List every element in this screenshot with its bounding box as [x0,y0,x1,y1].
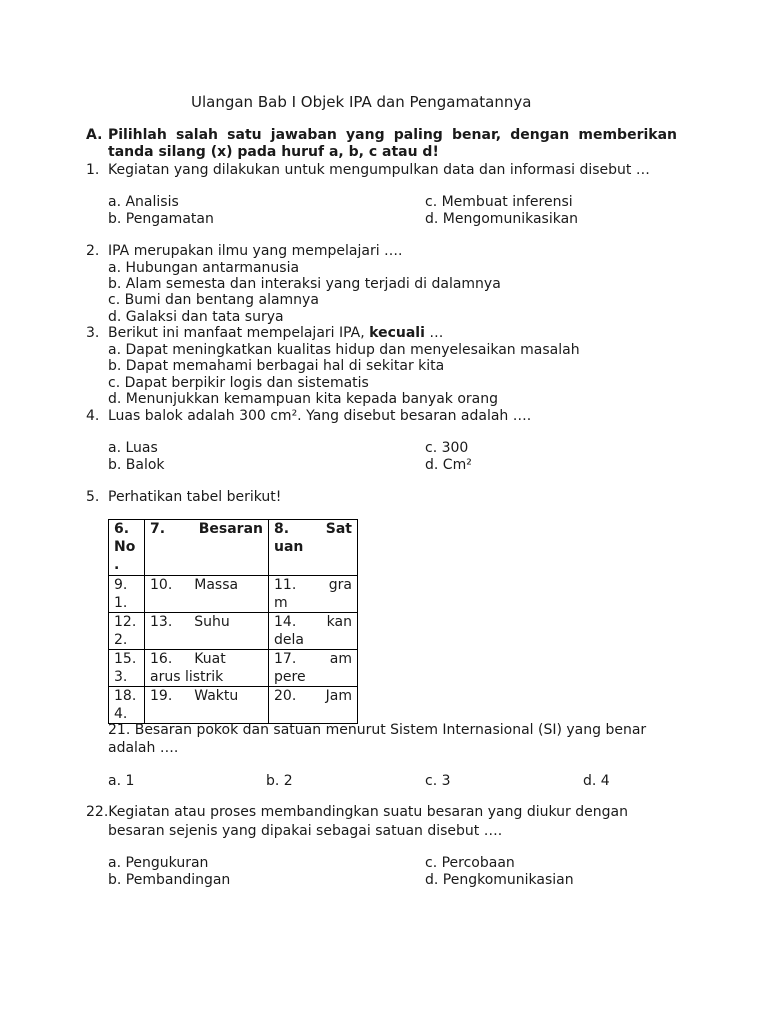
cell-text: 3. [114,669,128,685]
table-cell [269,650,358,687]
question-text: Perhatikan tabel berikut! [108,489,282,505]
table-row [109,650,358,687]
table-row [109,576,358,613]
option-b: b. Dapat memahami berbagai hal di sekitar kita [108,358,445,374]
cell-text: No [114,539,136,555]
table-cell [109,613,145,650]
option-a: a. Pengukuran [108,855,209,871]
cell-text: pere [274,669,306,685]
cell-text: 18. [114,688,137,704]
question-text: besaran sejenis yang dipakai sebagai satuan disebut …. [108,823,503,839]
cell-text: dela [274,632,304,648]
cell-text: 6. [114,521,130,537]
cell-text: arus listrik [150,669,224,685]
section-letter: A. [86,127,103,143]
option-c: c. 300 [425,440,469,456]
question-text: 22.Kegiatan atau proses membandingkan suatu besaran yang diukur dengan [86,804,628,820]
cell-text: am [329,651,352,667]
option-c: c. Dapat berpikir logis dan sistematis [108,375,369,391]
question-text-emphasis: kecuali [369,325,425,341]
option-d: d. Pengkomunikasian [425,872,574,888]
cell-text: 4. [114,706,128,722]
option-c: c. Percobaan [425,855,515,871]
option-c: c. 3 [425,773,451,789]
option-b: b. 2 [266,773,293,789]
question-text: Luas balok adalah 300 cm². Yang disebut besaran adalah …. [108,408,532,424]
cell-text: 2. [114,632,128,648]
table-cell [269,687,358,724]
section-instruction: Pilihlah salah satu jawaban yang paling benar, dengan memberikan tanda silang (x) pada huruf a, b, c atau d! [108,127,677,160]
cell-text: Sat [325,521,352,537]
cell-text: 20. [274,688,297,704]
cell-text: 9. [114,577,128,593]
cell-text: 15. [114,651,137,667]
question-number: 5. [86,489,100,505]
question-text: 21. Besaran pokok dan satuan menurut Sistem Internasional (SI) yang benar [108,722,647,738]
cell-text: m [274,595,288,611]
cell-text: . [114,557,120,573]
option-d: d. 4 [583,773,610,789]
cell-text: 7. [150,521,166,537]
table-cell [269,613,358,650]
option-a: a. Luas [108,440,158,456]
table-cell [109,687,145,724]
cell-text: 8. [274,521,290,537]
option-b: b. Balok [108,457,165,473]
cell-text: Suhu [194,614,230,630]
cell-text: 13. [150,614,173,630]
question-text [108,325,443,342]
question-number: 4. [86,408,100,424]
option-b: b. Pembandingan [108,872,231,888]
cell-text: Besaran [198,521,263,537]
table-cell [145,687,269,724]
table-cell [109,650,145,687]
table-row [109,613,358,650]
option-a: a. 1 [108,773,135,789]
question-number: 3. [86,325,100,341]
question-text: adalah …. [108,740,179,756]
cell-text: 10. [150,577,173,593]
option-d: d. Galaksi dan tata surya [108,309,284,325]
table-row [109,687,358,724]
option-d: d. Cm² [425,457,472,473]
cell-text: 12. [114,614,137,630]
option-d: d. Mengomunikasikan [425,211,579,227]
table-cell [145,613,269,650]
question-text: IPA merupakan ilmu yang mempelajari …. [108,243,403,259]
cell-text: Jam [325,688,352,704]
cell-text: 14. [274,614,297,630]
cell-text: Kuat [194,651,226,667]
option-a: a. Analisis [108,194,179,210]
cell-text: Massa [194,577,239,593]
cell-text: 19. [150,688,173,704]
option-a: a. Dapat meningkatkan kualitas hidup dan menyelesaikan masalah [108,342,580,358]
cell-text: 1. [114,595,128,611]
cell-text: 17. [274,651,297,667]
table-cell [145,576,269,613]
cell-text: 16. [150,651,173,667]
table-cell [145,520,269,576]
table-cell [109,520,145,576]
question-text-pre: Berikut ini manfaat mempelajari IPA, [108,325,370,341]
question-number: 2. [86,243,100,259]
question-text-post: … [424,325,444,341]
question-number: 1. [86,162,100,178]
option-a: a. Hubungan antarmanusia [108,260,300,276]
option-c: c. Bumi dan bentang alamnya [108,292,319,308]
table-cell [269,520,358,576]
option-b: b. Alam semesta dan interaksi yang terjadi di dalamnya [108,276,501,292]
table-cell [145,650,269,687]
option-c: c. Membuat inferensi [425,194,573,210]
data-table [108,519,358,724]
table-cell [269,576,358,613]
question-text: Kegiatan yang dilakukan untuk mengumpulkan data dan informasi disebut … [108,162,650,178]
cell-text: Waktu [194,688,239,704]
table-header-row [109,520,358,576]
option-b: b. Pengamatan [108,211,214,227]
cell-text: gra [328,577,352,593]
cell-text: 11. [274,577,297,593]
option-d: d. Menunjukkan kemampuan kita kepada banyak orang [108,391,499,407]
page-title: Ulangan Bab I Objek IPA dan Pengamatannya [191,93,532,111]
cell-text: uan [274,539,304,555]
cell-text: kan [326,614,352,630]
table-cell [109,576,145,613]
